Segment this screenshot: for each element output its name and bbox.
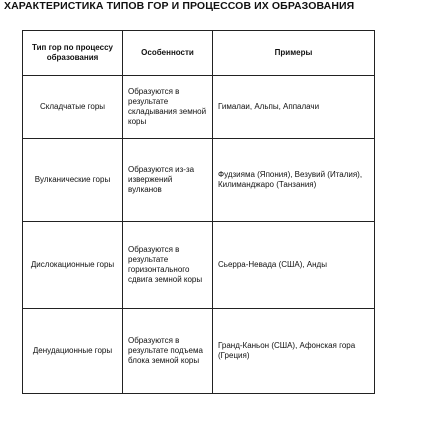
cell-features: Образуются из-за извержений вулканов (123, 139, 213, 222)
table-row (23, 139, 375, 222)
header-cell-examples: Примеры (213, 31, 375, 76)
cell-examples: Гранд-Каньон (США), Афонская гора (Греция) (213, 309, 375, 394)
table-row (23, 222, 375, 309)
cell-type: Вулканические горы (23, 139, 123, 222)
cell-features: Образуются в результате складывания земной коры (123, 76, 213, 139)
header-cell-features: Особенности (123, 31, 213, 76)
mountain-types-table (22, 30, 375, 394)
cell-features: Образуются в результате горизонтального сдвига земной коры (123, 222, 213, 309)
table-row (23, 76, 375, 139)
cell-examples: Сьерра-Невада (США), Анды (213, 222, 375, 309)
cell-examples: Фудзияма (Япония), Везувий (Италия), Килиманджаро (Танзания) (213, 139, 375, 222)
cell-examples: Гималаи, Альпы, Аппалачи (213, 76, 375, 139)
header-cell-type: Тип гор по процессу образования (23, 31, 123, 76)
table-row (23, 309, 375, 394)
section-heading: ХАРАКТЕРИСТИКА ТИПОВ ГОР И ПРОЦЕССОВ ИХ ОБРАЗОВАНИЯ (4, 0, 355, 12)
cell-type: Денудационные горы (23, 309, 123, 394)
cell-features: Образуются в результате подъема блока земной коры (123, 309, 213, 394)
table-header-row (23, 31, 375, 76)
cell-type: Дислокационные горы (23, 222, 123, 309)
cell-type: Складчатые горы (23, 76, 123, 139)
